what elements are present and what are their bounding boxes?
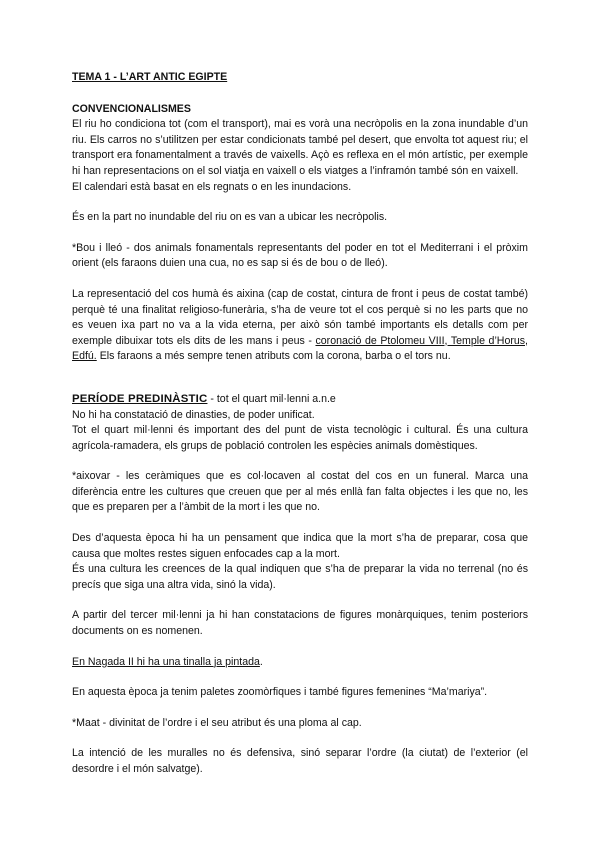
document-page (72, 70, 528, 778)
paragraph (72, 287, 528, 365)
paragraph: La intenció de les muralles no és defensiva, sinó separar l’ordre (la ciutat) de l’exterior (el desordre i el món salvatge). (72, 747, 528, 775)
paragraph: No hi ha constatació de dinasties, de poder unificat. (72, 408, 315, 421)
paragraph: Tot el quart mil·lenni és important des del punt de vista tecnològic i cultural. És una cultura agrícola-ramadera, els grups de població controlen les espècies animals domèstiques. (72, 424, 528, 452)
reference-link[interactable]: coronació de Ptolomeu VIII, Temple d’Horus, Edfú. (72, 334, 528, 363)
paragraph: És una cultura les creences de la qual indiquen que s’ha de preparar la vida no terrenal (no és precís que siga una altra vida, sinó la vida). (72, 563, 528, 591)
section-heading-convencionalismes: CONVENCIONALISMES (72, 102, 191, 115)
paragraph: Des d’aquesta època hi ha un pensament que indica que la mort s’ha de preparar, cosa que causa que moltes restes siguen enfocades cap a la mort. (72, 532, 528, 560)
section-heading-line (72, 392, 528, 408)
paragraph: *aixovar - les ceràmiques que es col·locaven al costat del cos en un funeral. Marca una diferència entre les cultures que creuen que per al més enllà fan falta objectes i les que no, les que es preparen per a l’àmbit de la mort i les que no. (72, 470, 528, 514)
paragraph: És en la part no inundable del riu on es van a ubicar les necròpolis. (72, 211, 388, 224)
paragraph-text: La representació del cos humà és aixina (cap de costat, cintura de front i peus de costat també) perquè té una finalitat religioso-funerària, s’ha de veure tot el cos perquè si no les parts que no es veuen ixa part no va a la vida eterna, per això són també importants els detalls com per exemple dibuixar tots els dits de les mans i peus - (72, 287, 528, 347)
paragraph (72, 655, 528, 671)
paragraph: A partir del tercer mil·lenni ja hi han constatacions de figures monàrquiques, tenim posteriors documents on es nomenen. (72, 609, 528, 638)
paragraph-text: . (259, 655, 263, 668)
paragraph: *Maat - divinitat de l’ordre i el seu atribut és una ploma al cap. (72, 716, 362, 729)
paragraph: En aquesta època ja tenim paletes zoomòrfiques i també figures femenines “Ma’mariya”. (72, 686, 488, 699)
section-heading-suffix: - tot el quart mil·lenni a.n.e (207, 392, 336, 405)
paragraph: *Bou i lleó - dos animals fonamentals representants del poder en tot el Mediterrani i el pròxim orient (els faraons duien una cua, no es sap si és de bou o de lleó). (72, 241, 528, 270)
document-title: TEMA 1 - L’ART ANTIC EGIPTE (72, 71, 228, 83)
section-heading-predinastic: PERÍODE PREDINÀSTIC (72, 392, 208, 405)
paragraph-text: Els faraons a més sempre tenen atributs com la corona, barba o el tors nu. (96, 350, 451, 363)
reference-link[interactable]: En Nagada II hi ha una tinalla ja pintada (72, 655, 260, 668)
paragraph: El riu ho condiciona tot (com el transport), mai es vorà una necròpolis en la zona inundable d’un riu. Els carros no s’utilitzen per estar condicionats també pel desert, que envolta tot aquest riu; el transport era fonamentalment a través de vaixells. Açò es reflexa en el món artístic, per exemple hi han representacions on el sol viatja en vaixell o els viatges a l’inframón també són en vaixell. (72, 118, 528, 177)
paragraph: El calendari està basat en els regnats o en les inundacions. (72, 180, 352, 193)
